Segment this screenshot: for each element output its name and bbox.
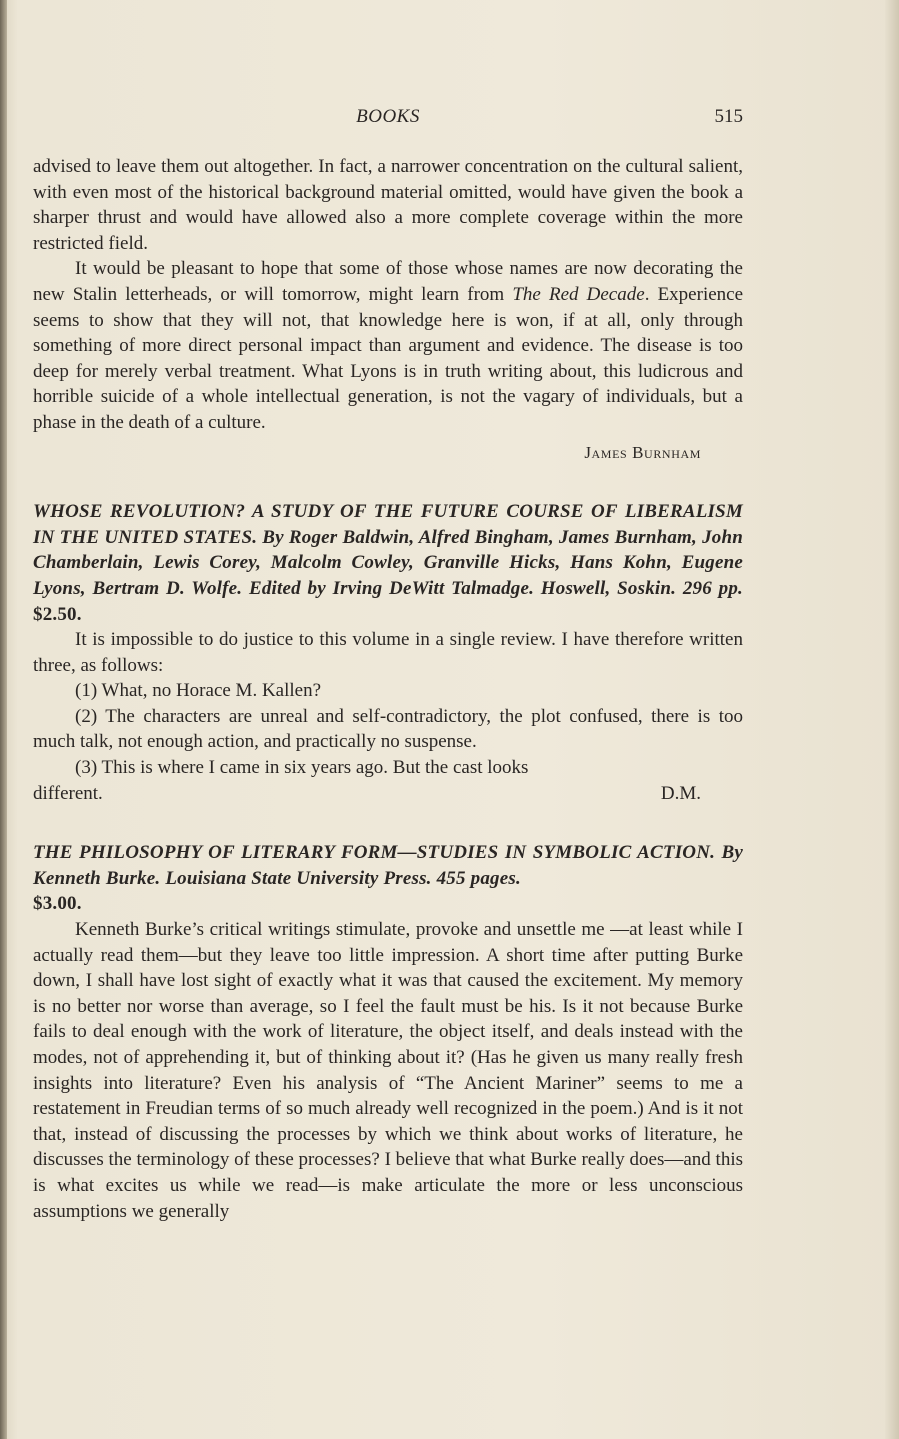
list-item: (1) What, no Horace M. Kallen? [75,680,322,702]
final-line [33,781,743,807]
list-item: (2) The characters are unreal and self-contradictory, the plot confused, there is too much talk, not enough action, and practically no suspense. [33,705,743,753]
book-price: $3.00. [33,893,82,915]
paragraph-text: It would be pleasant to hope that some of those whose names are now decorating the new Stalin letterheads, or will tomorrow, might learn from [33,258,743,305]
review-whose-revolution [33,499,743,806]
review-burnham-end [33,154,743,465]
book-heading [33,499,743,627]
running-head: BOOKS [356,106,420,127]
paragraph: advised to leave them out altogether. In fact, a narrower concentration on the cultural salient, with even most of the historical background material omitted, would have given the book a sharper thrust and would have allowed also a more complete coverage within the more restricted field. [33,156,743,254]
reviewer-initials: D.M. [660,782,701,804]
page-edge [885,0,899,1439]
paragraph [33,256,743,435]
book-price: $2.50. [33,603,82,625]
review-philosophy-of-literary-form [33,840,743,1224]
list-item: (3) This is where I came in six years ago. But the cast looks [75,757,529,779]
page-content [33,96,743,1224]
paragraph: It is impossible to do justice to this volume in a single review. I have therefore written three, as follows: [33,629,743,676]
book-title: The Red Decade [512,283,645,305]
reviewer-signature: James Burnham [584,442,701,462]
book-spine-shadow [0,0,7,1439]
book-heading-text: WHOSE REVOLUTION? A STUDY OF THE FUTURE COURSE OF LIBERALISM IN THE UNITED STATES. By Roger Baldwin, Alfred Bingham, James Burnham, John Chamberlain, Lewis Corey, Malcolm Cowley, Granville Hicks, Hans Kohn, Eugene Lyons, Bertram D. Wolfe. Edited by Irving DeWitt Talmadge. Hoswell, Soskin. 296 pp. [33,501,743,599]
book-heading [33,840,743,917]
paragraph-text: . Experience seems to show that they will not, that knowledge here is won, if at all, only through something of more direct personal impact than argument and evidence. The disease is too deep for merely verbal treatment. What Lyons is in truth writing about, this ludicrous and horrible suicide of a whole intellectual generation, is not the vagary of individuals, but a phase in the death of a culture. [33,283,744,433]
book-heading-text: THE PHILOSOPHY OF LITERARY FORM—STUDIES IN SYMBOLIC ACTION. By Kenneth Burke. Louisiana State University Press. 455 pages. [33,842,743,889]
page-number: 515 [714,106,743,127]
paragraph: Kenneth Burke’s critical writings stimulate, provoke and unsettle me —at least while I actually read them—but they leave too little impression. A short time after putting Burke down, I shall have lost sight of exactly what it was that caused the excitement. My memory is no better nor worse than average, so I feel the fault must be his. Is it not because Burke fails to deal enough with the work of literature, the object itself, and deals instead with the modes, not of apprehending it, but of thinking about it? (Has he given us many really fresh insights into literature? Even his analysis of “The Ancient Mariner” seems to me a restatement in Freudian terms of so much already well recognized in the poem.) And is it not that, instead of discussing the processes by which we think about works of literature, he discusses the terminology of these processes? I believe that what Burke really does—and this is what excites us while we read—is make articulate the more or less unconscious assumptions we generally [33,919,743,1222]
list-item-end: different. [33,782,103,804]
page-header [33,96,743,136]
